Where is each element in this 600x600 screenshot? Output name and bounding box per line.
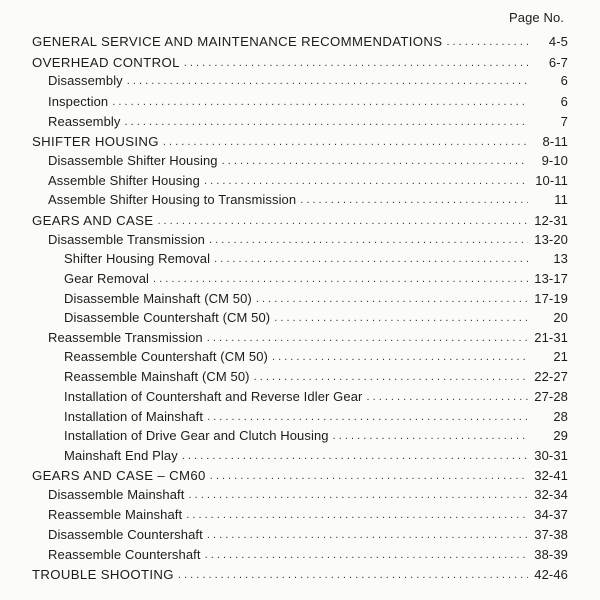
toc-entry-page-numbers: 27-28	[534, 389, 568, 404]
dot-leader	[222, 156, 528, 167]
toc-entry-page-numbers: 4-5	[548, 34, 568, 49]
dot-leader	[189, 490, 529, 501]
dot-leader	[254, 372, 528, 383]
toc-entry	[64, 389, 568, 408]
dot-leader	[256, 294, 528, 305]
dot-leader	[333, 431, 528, 442]
toc-entry-title: Assemble Shifter Housing	[48, 173, 200, 188]
toc-entry	[32, 213, 568, 232]
dot-leader	[112, 97, 528, 108]
toc-entry-title: Reassemble Mainshaft (CM 50)	[64, 369, 250, 384]
toc-entry-title: TROUBLE SHOOTING	[32, 567, 174, 582]
toc-entry-title: Assemble Shifter Housing to Transmission	[48, 192, 297, 207]
dot-leader	[153, 274, 528, 285]
toc-entry-page-numbers: 11	[554, 192, 568, 207]
toc-entry-title: Installation of Countershaft and Reverse Idler Gear	[64, 389, 363, 404]
toc-entry-title: Reassemble Countershaft (CM 50)	[64, 349, 268, 364]
dot-leader	[214, 254, 528, 265]
toc-entry-page-numbers: 7	[560, 114, 568, 129]
toc-entry-page-numbers: 6-7	[548, 55, 568, 70]
toc-entry-title: Mainshaft End Play	[64, 448, 178, 463]
toc-entry-page-numbers: 32-34	[534, 487, 568, 502]
toc-entry-title: Disassemble Countershaft	[48, 527, 203, 542]
toc-entry	[32, 134, 568, 153]
dot-leader	[178, 570, 528, 581]
toc-entry-page-numbers: 8-11	[542, 134, 568, 149]
dot-leader	[186, 510, 528, 521]
dot-leader	[182, 451, 528, 462]
toc-entry-page-numbers: 30-31	[534, 448, 568, 463]
toc-entry-page-numbers: 12-31	[534, 213, 568, 228]
dot-leader	[207, 412, 528, 423]
dot-leader	[184, 58, 528, 69]
dot-leader	[125, 117, 528, 128]
dot-leader	[366, 392, 528, 403]
toc-entry-title: Installation of Drive Gear and Clutch Housing	[64, 428, 329, 443]
toc-entry	[32, 55, 568, 74]
toc-entry	[48, 114, 568, 133]
toc-entry-title: GEARS AND CASE – CM60	[32, 468, 206, 483]
dot-leader	[157, 216, 528, 227]
toc-entry-title: Reassemble Transmission	[48, 330, 203, 345]
dot-leader	[207, 333, 528, 344]
toc-entry	[64, 409, 568, 428]
toc-entry-title: GEARS AND CASE	[32, 213, 154, 228]
dot-leader	[210, 471, 528, 482]
toc-entry-page-numbers: 32-41	[534, 468, 568, 483]
toc-entry-page-numbers: 10-11	[535, 173, 568, 188]
toc-entry	[32, 34, 568, 53]
toc-entry	[48, 547, 568, 566]
toc-entry-title: Disassemble Mainshaft	[48, 487, 185, 502]
toc-entry	[48, 192, 568, 211]
toc-entry-title: GENERAL SERVICE AND MAINTENANCE RECOMMENDATIONS	[32, 34, 443, 49]
toc-entry-title: Reassemble Countershaft	[48, 547, 201, 562]
toc-entry	[48, 507, 568, 526]
toc-entry	[32, 567, 568, 586]
toc-entry-title: Reassemble Mainshaft	[48, 507, 183, 522]
toc-entry-page-numbers: 21	[553, 349, 568, 364]
dot-leader	[300, 195, 528, 206]
toc-entry-page-numbers: 21-31	[534, 330, 568, 345]
toc-entry	[64, 428, 568, 447]
toc-entry-title: Disassemble Transmission	[48, 232, 206, 247]
toc-entry	[64, 291, 568, 310]
toc-entry-page-numbers: 17-19	[534, 291, 568, 306]
dot-leader	[207, 530, 528, 541]
toc-entry-page-numbers: 38-39	[534, 547, 568, 562]
toc-entry-title: Disassembly	[48, 73, 123, 88]
toc-entry-page-numbers: 9-10	[541, 153, 568, 168]
toc-entry	[64, 271, 568, 290]
toc-entry-title: Reassembly	[48, 114, 121, 129]
toc-entry	[64, 349, 568, 368]
toc-entry-page-numbers: 37-38	[534, 527, 568, 542]
dot-leader	[204, 176, 528, 187]
dot-leader	[446, 37, 528, 48]
toc-entry-page-numbers: 13	[553, 251, 568, 266]
toc-entry-title: Disassemble Mainshaft (CM 50)	[64, 291, 252, 306]
toc-entry-title: Disassemble Countershaft (CM 50)	[64, 310, 271, 325]
dot-leader	[274, 313, 528, 324]
toc-entry-page-numbers: 42-46	[534, 567, 568, 582]
dot-leader	[272, 352, 528, 363]
toc-entry-title: Shifter Housing Removal	[64, 251, 211, 266]
toc-entry	[64, 251, 568, 270]
dot-leader	[127, 76, 528, 87]
toc-entry-title: OVERHEAD CONTROL	[32, 55, 180, 70]
toc-entry-title: Installation of Mainshaft	[64, 409, 204, 424]
toc-entry-page-numbers: 28	[553, 409, 568, 424]
toc-entry	[48, 487, 568, 506]
toc-entry	[48, 153, 568, 172]
toc-entry-title: SHIFTER HOUSING	[32, 134, 159, 149]
toc-entry	[48, 330, 568, 349]
toc-entry	[32, 468, 568, 487]
dot-leader	[209, 235, 528, 246]
toc-entry-page-numbers: 34-37	[534, 507, 568, 522]
toc-entry	[48, 73, 568, 92]
dot-leader	[205, 550, 528, 561]
toc-entry-page-numbers: 22-27	[534, 369, 568, 384]
toc-entry	[64, 369, 568, 388]
toc-entry	[48, 527, 568, 546]
toc-entry-title: Gear Removal	[64, 271, 150, 286]
toc-entry-title: Disassemble Shifter Housing	[48, 153, 218, 168]
page-number-column-heading: Page No.	[508, 10, 564, 25]
dot-leader	[163, 137, 528, 148]
toc-entry-page-numbers: 13-17	[534, 271, 568, 286]
toc-entry-page-numbers: 29	[553, 428, 568, 443]
toc-entry	[64, 448, 568, 467]
toc-entry	[48, 232, 568, 251]
toc-entry-page-numbers: 13-20	[534, 232, 568, 247]
toc-entry-page-numbers: 20	[553, 310, 568, 325]
toc-entry	[48, 94, 568, 113]
toc-entry-title: Inspection	[48, 94, 109, 109]
toc-entry	[48, 173, 568, 192]
toc-entry-page-numbers: 6	[560, 94, 568, 109]
toc-entry-page-numbers: 6	[560, 73, 568, 88]
toc-entry	[64, 310, 568, 329]
